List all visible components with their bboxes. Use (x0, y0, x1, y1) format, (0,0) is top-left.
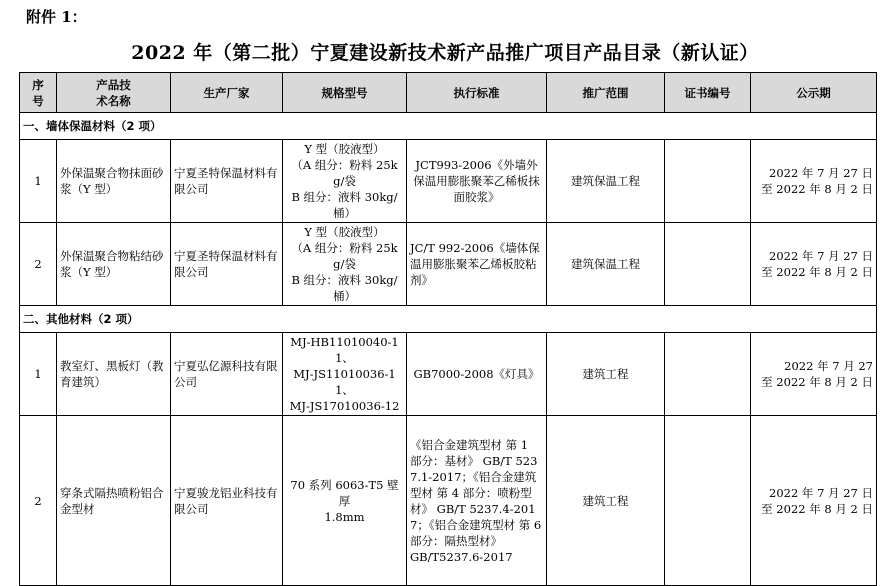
section-row (20, 306, 877, 333)
cell-cert (665, 416, 751, 586)
header-standard: 执行标准 (407, 73, 547, 113)
cell-seq: 2 (20, 223, 57, 306)
header-name: 产品技 术名称 (57, 73, 171, 113)
table-row (20, 416, 877, 586)
cell-standard: 《铝合金建筑型材 第 1 部分：基材》 GB/T 5237.1-2017；《铝合金建筑型材 第 4 部分：喷粉型材》 GB/T 5237.4-2017；《铝合金建筑型材 第 6 部分：隔热型材》 GB/T5237.6-2017 (407, 416, 547, 586)
cell-spec: 70 系列 6063-T5 壁厚 1.8mm (283, 416, 407, 586)
cell-scope: 建筑保温工程 (547, 223, 665, 306)
cell-period: 2022 年 7 月 27 日 至 2022 年 8 月 2 日 (751, 223, 877, 306)
cell-maker: 宁夏圣特保温材料有限公司 (171, 140, 283, 223)
document-title: 2022 年（第二批）宁夏建设新技术新产品推广项目产品目录（新认证） (131, 42, 759, 64)
cell-period: 2022 年 7 月 27 至 2022 年 8 月 2 日 (751, 333, 877, 416)
cell-standard: GB7000-2008《灯具》 (407, 333, 547, 416)
cell-maker: 宁夏弘亿源科技有限公司 (171, 333, 283, 416)
table-row (20, 333, 877, 416)
cell-period: 2022 年 7 月 27 日 至 2022 年 8 月 2 日 (751, 140, 877, 223)
table-row (20, 223, 877, 306)
header-period: 公示期 (751, 73, 877, 113)
cell-scope: 建筑工程 (547, 416, 665, 586)
cell-spec: MJ-HB11010040-11、 MJ-JS11010036-11、 MJ-JS17010036-12 (283, 333, 407, 416)
header-cert: 证书编号 (665, 73, 751, 113)
table-row (20, 140, 877, 223)
header-maker: 生产厂家 (171, 73, 283, 113)
cell-scope: 建筑工程 (547, 333, 665, 416)
section-title: 二、其他材料（2 项） (20, 306, 877, 333)
cell-seq: 1 (20, 140, 57, 223)
cell-maker: 宁夏骏龙铝业科技有限公司 (171, 416, 283, 586)
cell-cert (665, 333, 751, 416)
cell-period: 2022 年 7 月 27 日 至 2022 年 8 月 2 日 (751, 416, 877, 586)
header-seq: 序 号 (20, 73, 57, 113)
section-title: 一、墙体保温材料（2 项） (20, 113, 877, 140)
cell-cert (665, 140, 751, 223)
cell-scope: 建筑保温工程 (547, 140, 665, 223)
cell-name: 穿条式隔热喷粉铝合金型材 (57, 416, 171, 586)
header-spec: 规格型号 (283, 73, 407, 113)
cell-name: 外保温聚合物粘结砂浆（Y 型） (57, 223, 171, 306)
cell-maker: 宁夏圣特保温材料有限公司 (171, 223, 283, 306)
cell-seq: 1 (20, 333, 57, 416)
cell-spec: Y 型（胶液型） （A 组分：粉料 25kg/袋 B 组分：液料 30kg/桶） (283, 140, 407, 223)
cell-cert (665, 223, 751, 306)
cell-name: 外保温聚合物抹面砂浆（Y 型） (57, 140, 171, 223)
cell-name: 教室灯、黑板灯（教育建筑） (57, 333, 171, 416)
header-row (20, 73, 877, 113)
cell-standard: JC/T 992-2006《墙体保温用膨胀聚苯乙烯板胶粘剂》 (407, 223, 547, 306)
product-catalog-table (19, 72, 877, 586)
cell-seq: 2 (20, 416, 57, 586)
section-row (20, 113, 877, 140)
attachment-label: 附件 1： (26, 8, 87, 26)
cell-standard: JCT993-2006《外墙外保温用膨胀聚苯乙稀板抹面胶浆》 (407, 140, 547, 223)
cell-spec: Y 型（胶液型） （A 组分：粉料 25kg/袋 B 组分：液料 30kg/桶） (283, 223, 407, 306)
header-scope: 推广范围 (547, 73, 665, 113)
